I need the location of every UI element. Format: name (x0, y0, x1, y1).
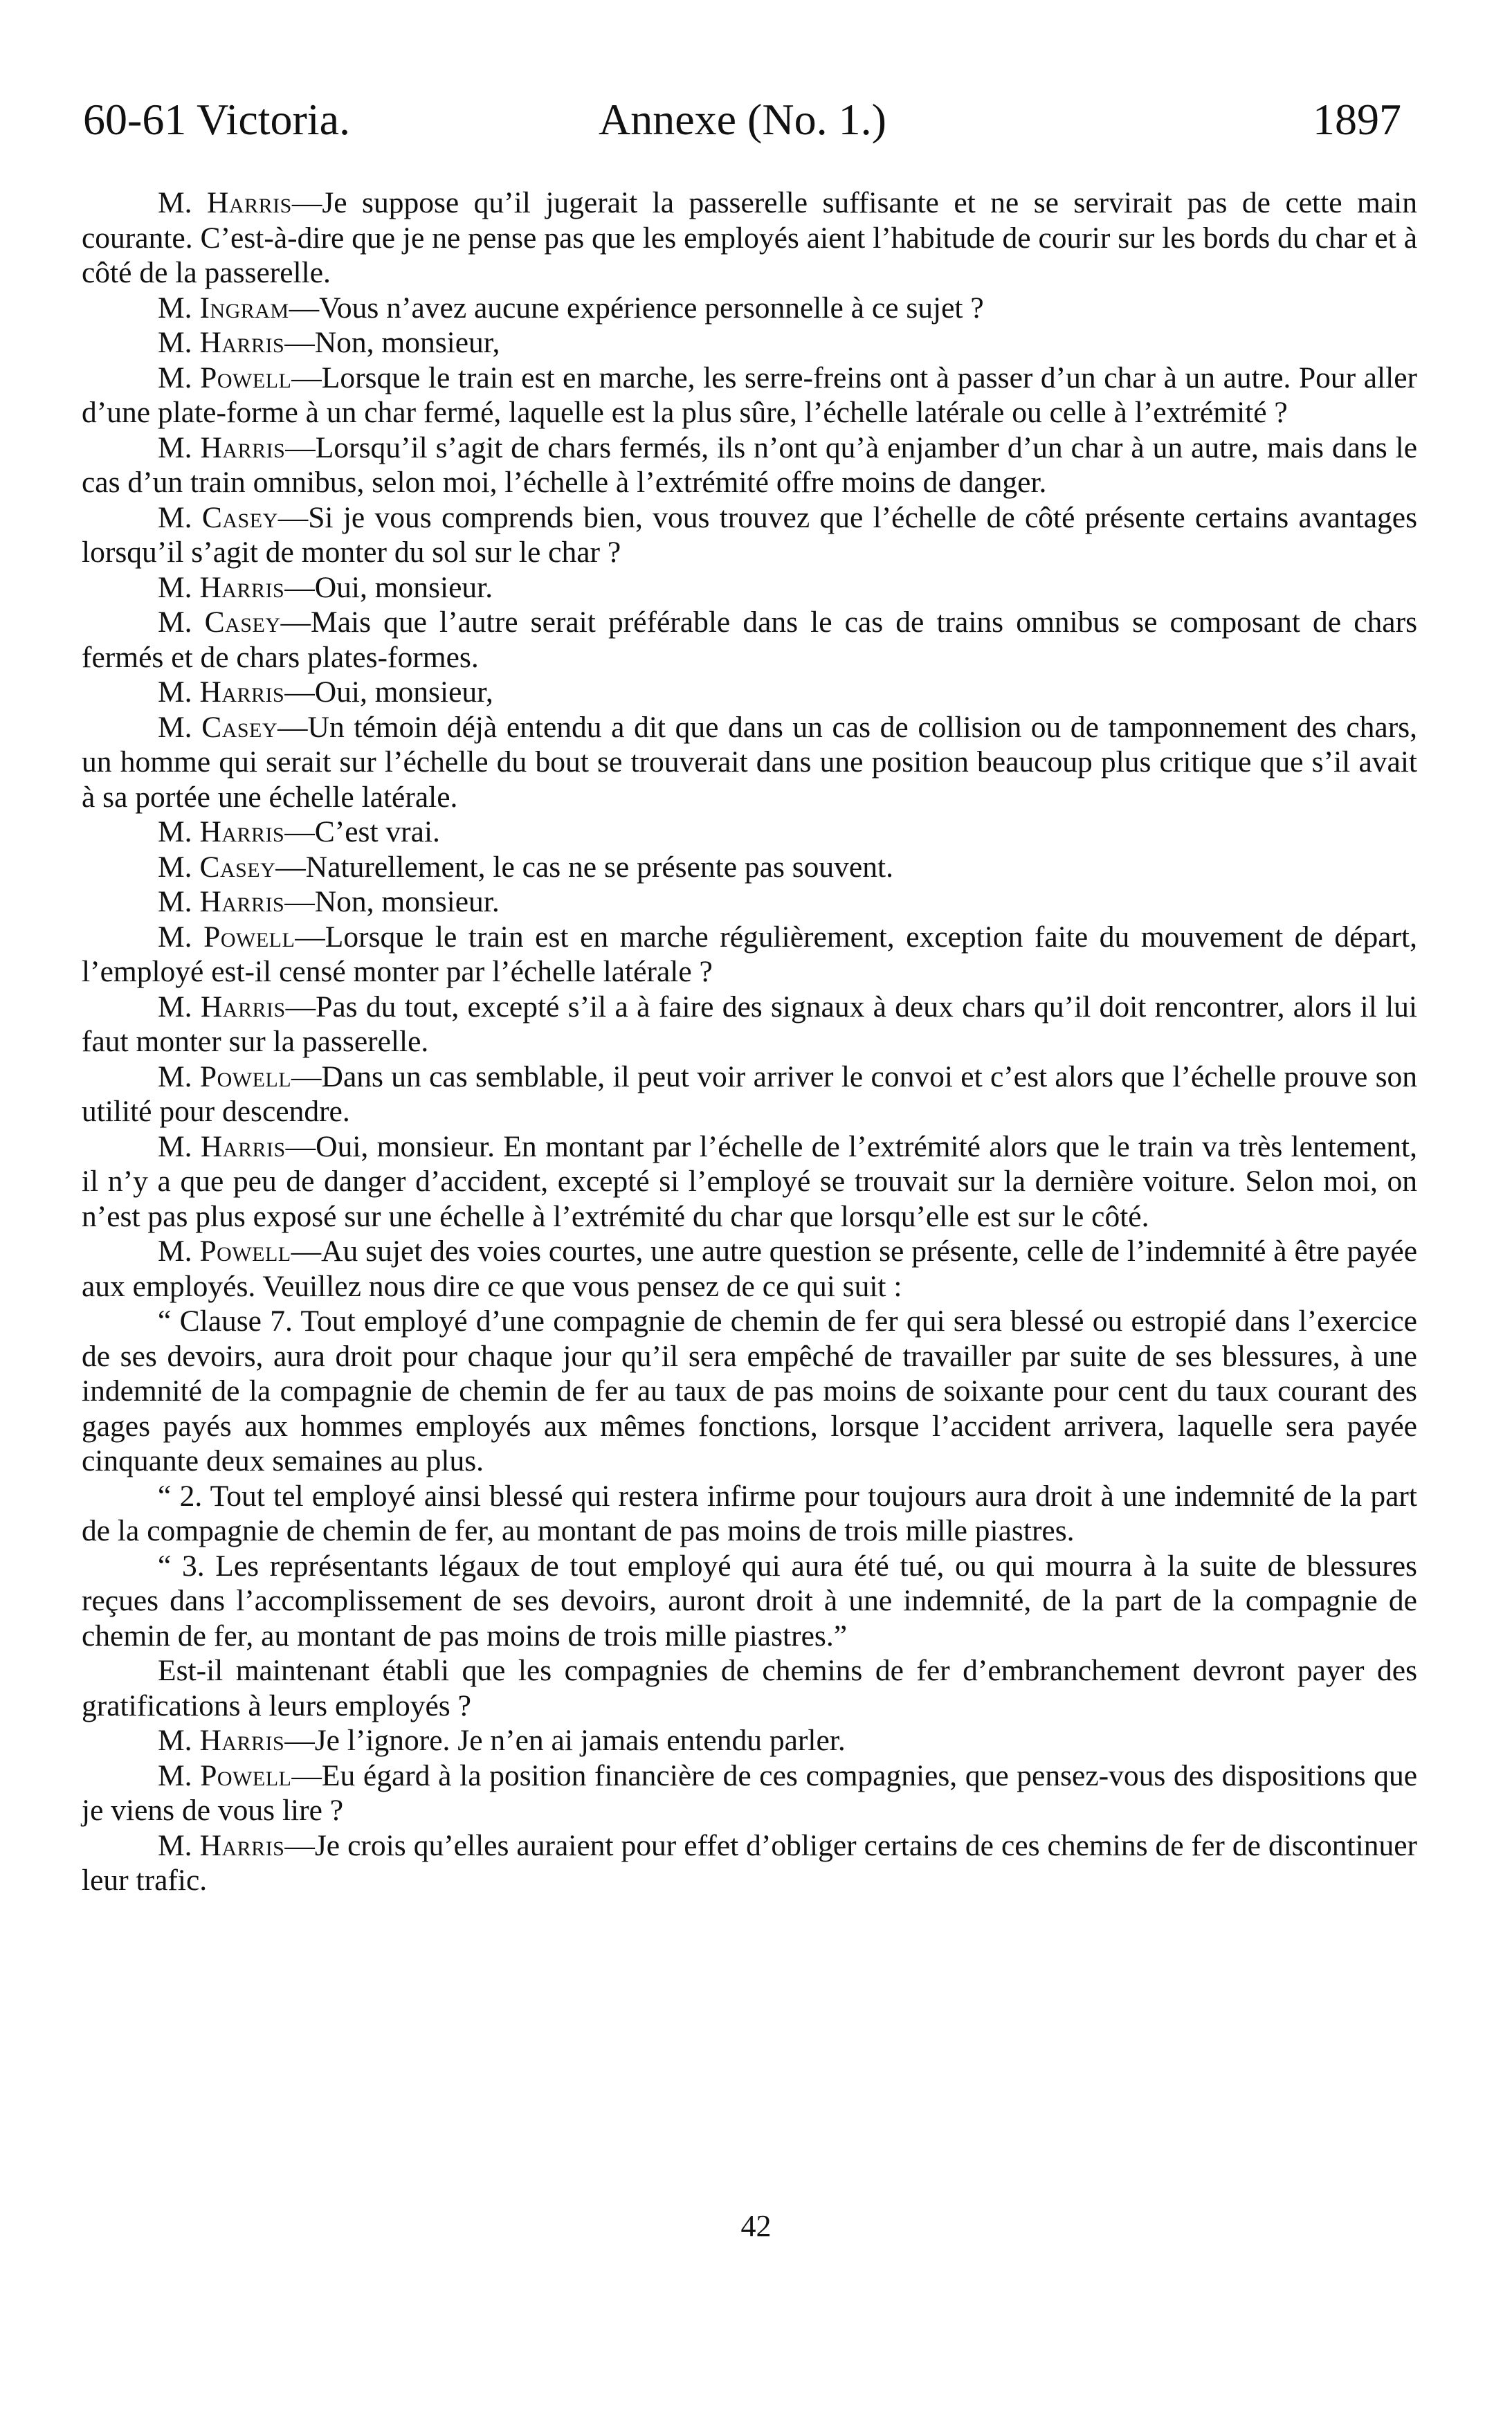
speaker-name: Harris (199, 885, 285, 918)
speaker-title: M. (158, 815, 192, 848)
paragraph (82, 1129, 1417, 1235)
paragraph (82, 430, 1417, 500)
speaker-title: M. (158, 990, 192, 1023)
speaker-name: Harris (200, 990, 286, 1023)
paragraph (82, 1828, 1417, 1898)
paragraph-text: “ 2. Tout tel employé ainsi blessé qui restera infirme pour toujours aura droit à une indemnité de la part de la compagnie de chemin de fer, au montant de pas moins de trois mille piastres. (82, 1479, 1417, 1547)
speaker-title: M. (158, 291, 192, 325)
speaker-title: M. (158, 710, 192, 744)
paragraph (82, 570, 1417, 606)
speaker-name: Harris (200, 430, 286, 464)
paragraph (82, 710, 1417, 815)
paragraph (82, 990, 1417, 1059)
paragraph-text: —Si je vous comprends bien, vous trouvez que l’échelle de côté présente certains avantages lorsqu’il s’agit de monter du sol sur le char ? (82, 500, 1418, 569)
speaker-title: M. (158, 1828, 192, 1862)
paragraph-text: —Je crois qu’elles auraient pour effet d’obliger certains de ces chemins de fer de discontinuer leur trafic. (82, 1828, 1418, 1897)
speaker-name: Ingram (199, 291, 289, 325)
speaker-title: M. (158, 430, 192, 464)
paragraph (82, 850, 1417, 885)
speaker-title: M. (158, 675, 192, 709)
quoted-clause (82, 1304, 1417, 1479)
speaker-name: Harris (199, 815, 285, 848)
speaker-title: M. (158, 326, 192, 359)
paragraph-text: —Au sujet des voies courtes, une autre question se présente, celle de l’indemnité à être payée aux employés. Veuillez nous dire ce que vous pensez de ce qui suit : (82, 1235, 1417, 1303)
speaker-name: Harris (199, 570, 285, 604)
paragraph (82, 605, 1417, 675)
paragraph-text: —Eu égard à la position financière de ces compagnies, que pensez-vous des dispositions que je viens de vous lire ? (82, 1758, 1418, 1827)
running-head (83, 89, 1401, 151)
speaker-name: Casey (204, 606, 281, 639)
paragraph (82, 500, 1417, 570)
paragraph-text: —C’est vrai. (284, 815, 440, 848)
paragraph-text: —Vous n’avez aucune expérience personnelle à ce sujet ? (289, 291, 984, 325)
speaker-name: Casey (201, 500, 278, 534)
paragraph (82, 675, 1417, 710)
paragraph-text: —Non, monsieur, (284, 326, 500, 359)
paragraph (82, 361, 1417, 430)
body-text (82, 185, 1417, 1898)
speaker-name: Harris (199, 1828, 285, 1862)
speaker-name: Harris (199, 1724, 285, 1757)
paragraph (82, 1059, 1417, 1129)
header-annex: Annexe (No. 1.) (599, 95, 886, 144)
header-year: 1897 (1313, 95, 1401, 144)
paragraph-text: —Mais que l’autre serait préférable dans le cas de trains omnibus se composant de chars fermés et de chars plates-formes. (82, 606, 1417, 674)
speaker-title: M. (158, 1129, 192, 1163)
paragraph (82, 1234, 1417, 1304)
speaker-name: Harris (200, 1129, 286, 1163)
speaker-name: Harris (199, 326, 285, 359)
quoted-clause (82, 1479, 1417, 1549)
speaker-name: Powell (200, 361, 292, 394)
paragraph (82, 1723, 1417, 1758)
speaker-title: M. (158, 606, 192, 639)
speaker-name: Casey (199, 850, 276, 884)
paragraph-text: —Oui, monsieur. En montant par l’échelle de l’extrémité alors que le train va très lentement, il n’y a que peu de danger d’accident, excepté si l’employé se trouvait sur la dernière voiture. Selon moi, on n’est pas plus exposé sur une échelle à l’extrémité du char que lorsqu’elle est sur le côté. (82, 1129, 1417, 1233)
speaker-title: M. (158, 1758, 192, 1792)
speaker-title: M. (158, 850, 192, 884)
paragraph-text: —Lorsque le train est en marche, les serre-freins ont à passer d’un char à un autre. Pour aller d’une plate-forme à un char fermé, laquelle est la plus sûre, l’échelle latérale ou celle à l’extrémité ? (82, 361, 1417, 429)
speaker-title: M. (158, 920, 192, 954)
speaker-name: Powell (199, 1235, 291, 1268)
paragraph (82, 1758, 1417, 1828)
paragraph (82, 1653, 1417, 1723)
paragraph-text: —Oui, monsieur. (284, 570, 493, 604)
paragraph (82, 920, 1417, 990)
page-number: 42 (740, 2209, 772, 2243)
paragraph-text: —Lorsqu’il s’agit de chars fermés, ils n’ont qu’à enjamber d’un char à un autre, mais dans le cas d’un train omnibus, selon moi, l’échelle à l’extrémité offre moins de danger. (82, 430, 1418, 499)
speaker-title: M. (158, 570, 192, 604)
paragraph (82, 185, 1417, 291)
speaker-name: Powell (200, 1758, 292, 1792)
paragraph (82, 884, 1417, 920)
quoted-clause (82, 1549, 1417, 1654)
speaker-title: M. (158, 1059, 192, 1093)
paragraph (82, 325, 1417, 361)
paragraph-text: —Un témoin déjà entendu a dit que dans un cas de collision ou de tamponnement des chars, un homme qui serait sur l’échelle du bout se trouverait dans une position beaucoup plus critique que s’il avait à sa portée une échelle latérale. (82, 710, 1418, 814)
speaker-title: M. (158, 1235, 192, 1268)
paragraph-text: —Pas du tout, excepté s’il a à faire des signaux à deux chars qu’il doit rencontrer, alors il lui faut monter sur la passerelle. (82, 990, 1418, 1058)
speaker-name: Powell (199, 1059, 292, 1093)
speaker-title: M. (158, 1724, 192, 1757)
speaker-name: Harris (207, 186, 292, 219)
paragraph-text: —Lorsque le train est en marche régulièrement, exception faite du mouvement de départ, l’employé est-il censé monter par l’échelle latérale ? (82, 920, 1417, 988)
paragraph-text: —Dans un cas semblable, il peut voir arriver le convoi et c’est alors que l’échelle prouve son utilité pour descendre. (82, 1059, 1418, 1128)
paragraph-text: “ 3. Les représentants légaux de tout employé qui aura été tué, ou qui mourra à la suite de blessures reçues dans l’accomplissement de ses devoirs, auront droit à une indemnité, de la part de la compagnie de chemin de fer, au montant de pas moins de trois mille piastres.” (82, 1549, 1417, 1653)
paragraph-text: —Oui, monsieur, (284, 675, 493, 709)
speaker-title: M. (158, 885, 192, 918)
speaker-name: Powell (203, 920, 295, 954)
speaker-title: M. (158, 500, 192, 534)
header-session: 60-61 Victoria. (83, 95, 350, 144)
paragraph-text: —Naturellement, le cas ne se présente pas souvent. (275, 850, 893, 884)
speaker-title: M. (158, 186, 192, 219)
paragraph-text: Est-il maintenant établi que les compagnies de chemins de fer d’embranchement devront payer des gratifications à leurs employés ? (82, 1654, 1417, 1722)
paragraph (82, 291, 1417, 326)
speaker-name: Harris (199, 675, 285, 709)
paragraph-text: “ Clause 7. Tout employé d’une compagnie de chemin de fer qui sera blessé ou estropié dans l’exercice de ses devoirs, aura droit pour chaque jour qu’il sera empêché de travailler par suite de ses blessures, à une indemnité de la compagnie de chemin de fer au taux de pas moins de soixante pour cent du taux courant des gages payés aux hommes employés aux mêmes fonctions, lorsque l’accident arrivera, laquelle sera payée cinquante deux semaines au plus. (82, 1304, 1417, 1477)
paragraph (82, 815, 1417, 850)
speaker-title: M. (158, 361, 192, 394)
paragraph-text: —Je suppose qu’il jugerait la passerelle suffisante et ne se servirait pas de cette main courante. C’est-à-dire que je ne pense pas que les employés aient l’habitude de courir sur les bords du char et à côté de la passerelle. (82, 186, 1417, 289)
paragraph-text: —Non, monsieur. (284, 885, 500, 918)
speaker-name: Casey (201, 710, 278, 744)
paragraph-text: —Je l’ignore. Je n’en ai jamais entendu parler. (284, 1724, 846, 1757)
